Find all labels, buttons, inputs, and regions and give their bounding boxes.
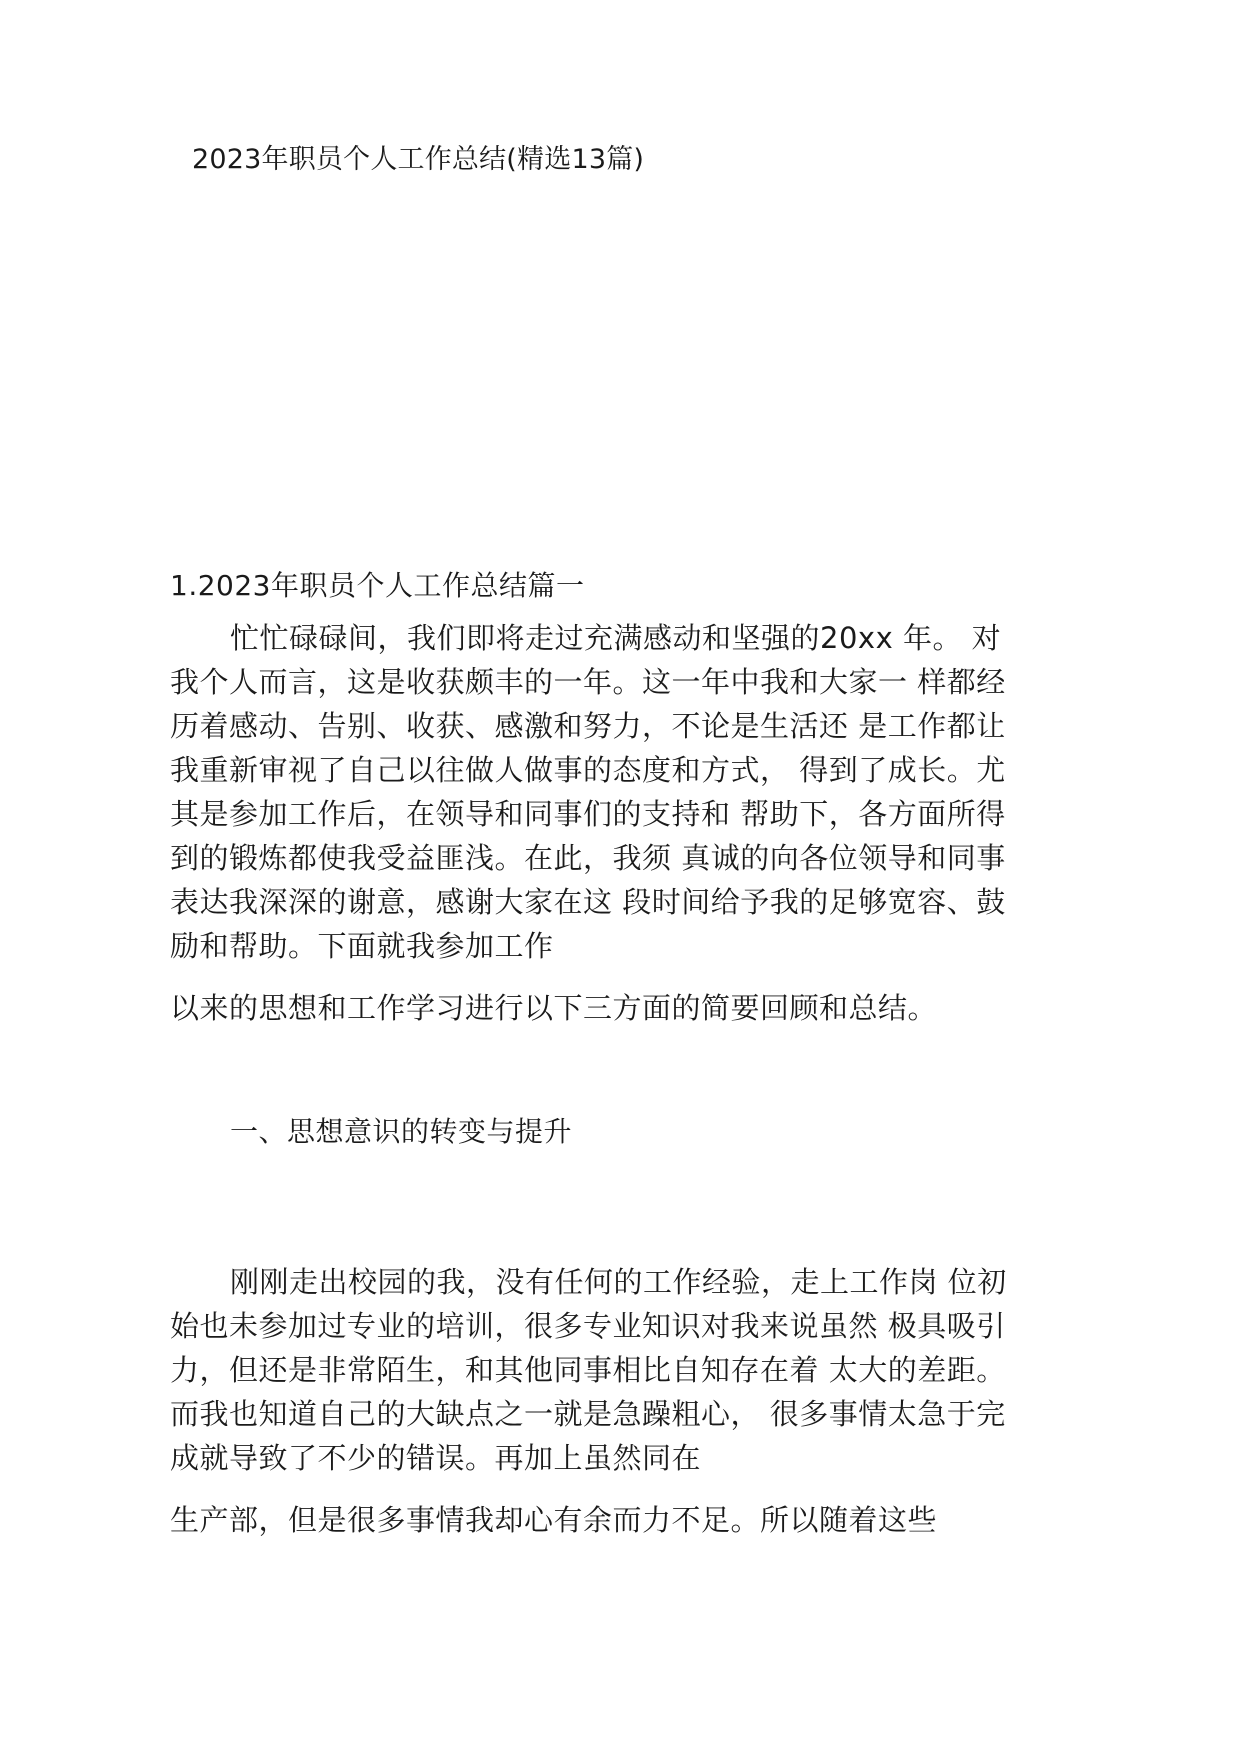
paragraph-line: 励和帮助。下面就我参加工作 [170,929,554,963]
section-heading: 一、思想意识的转变与提升 [230,1115,573,1148]
paragraph-line: 以来的思想和工作学习进行以下三方面的简要回顾和总结。 [170,991,938,1025]
paragraph-line: 到的锻炼都使我受益匪浅。在此，我须 真诚的向各位领导和同事 [170,841,1006,875]
paragraph-line: 生产部，但是很多事情我却心有余而力不足。所以随着这些 [170,1503,938,1537]
paragraph-line: 我个人而言，这是收获颇丰的一年。这一年中我和大家一 样都经 [170,665,1006,699]
paragraph-line: 我重新审视了自己以往做人做事的态度和方式， 得到了成长。尤 [170,753,1006,787]
article-heading: 1.2023年职员个人工作总结篇一 [170,569,585,602]
document-title: 2023年职员个人工作总结(精选13篇) [192,144,645,175]
paragraph-line: 成就导致了不少的错误。再加上虽然同在 [170,1441,702,1475]
paragraph-line: 历着感动、告别、收获、感激和努力，不论是生活还 是工作都让 [170,709,1006,743]
paragraph-line: 而我也知道自己的大缺点之一就是急躁粗心， 很多事情太急于完 [170,1397,1006,1431]
paragraph-line: 力，但还是非常陌生，和其他同事相比自知存在着 太大的差距。 [170,1353,1006,1387]
paragraph-line: 刚刚走出校园的我，没有任何的工作经验，走上工作岗 位初 [230,1265,1007,1299]
paragraph-line: 表达我深深的谢意，感谢大家在这 段时间给予我的足够宽容、鼓 [170,885,1006,919]
paragraph-line: 始也未参加过专业的培训，很多专业知识对我来说虽然 极具吸引 [170,1309,1006,1343]
paragraph-line: 忙忙碌碌间，我们即将走过充满感动和坚强的20xx 年。 对 [230,621,1002,655]
paragraph-line: 其是参加工作后，在领导和同事们的支持和 帮助下，各方面所得 [170,797,1006,831]
